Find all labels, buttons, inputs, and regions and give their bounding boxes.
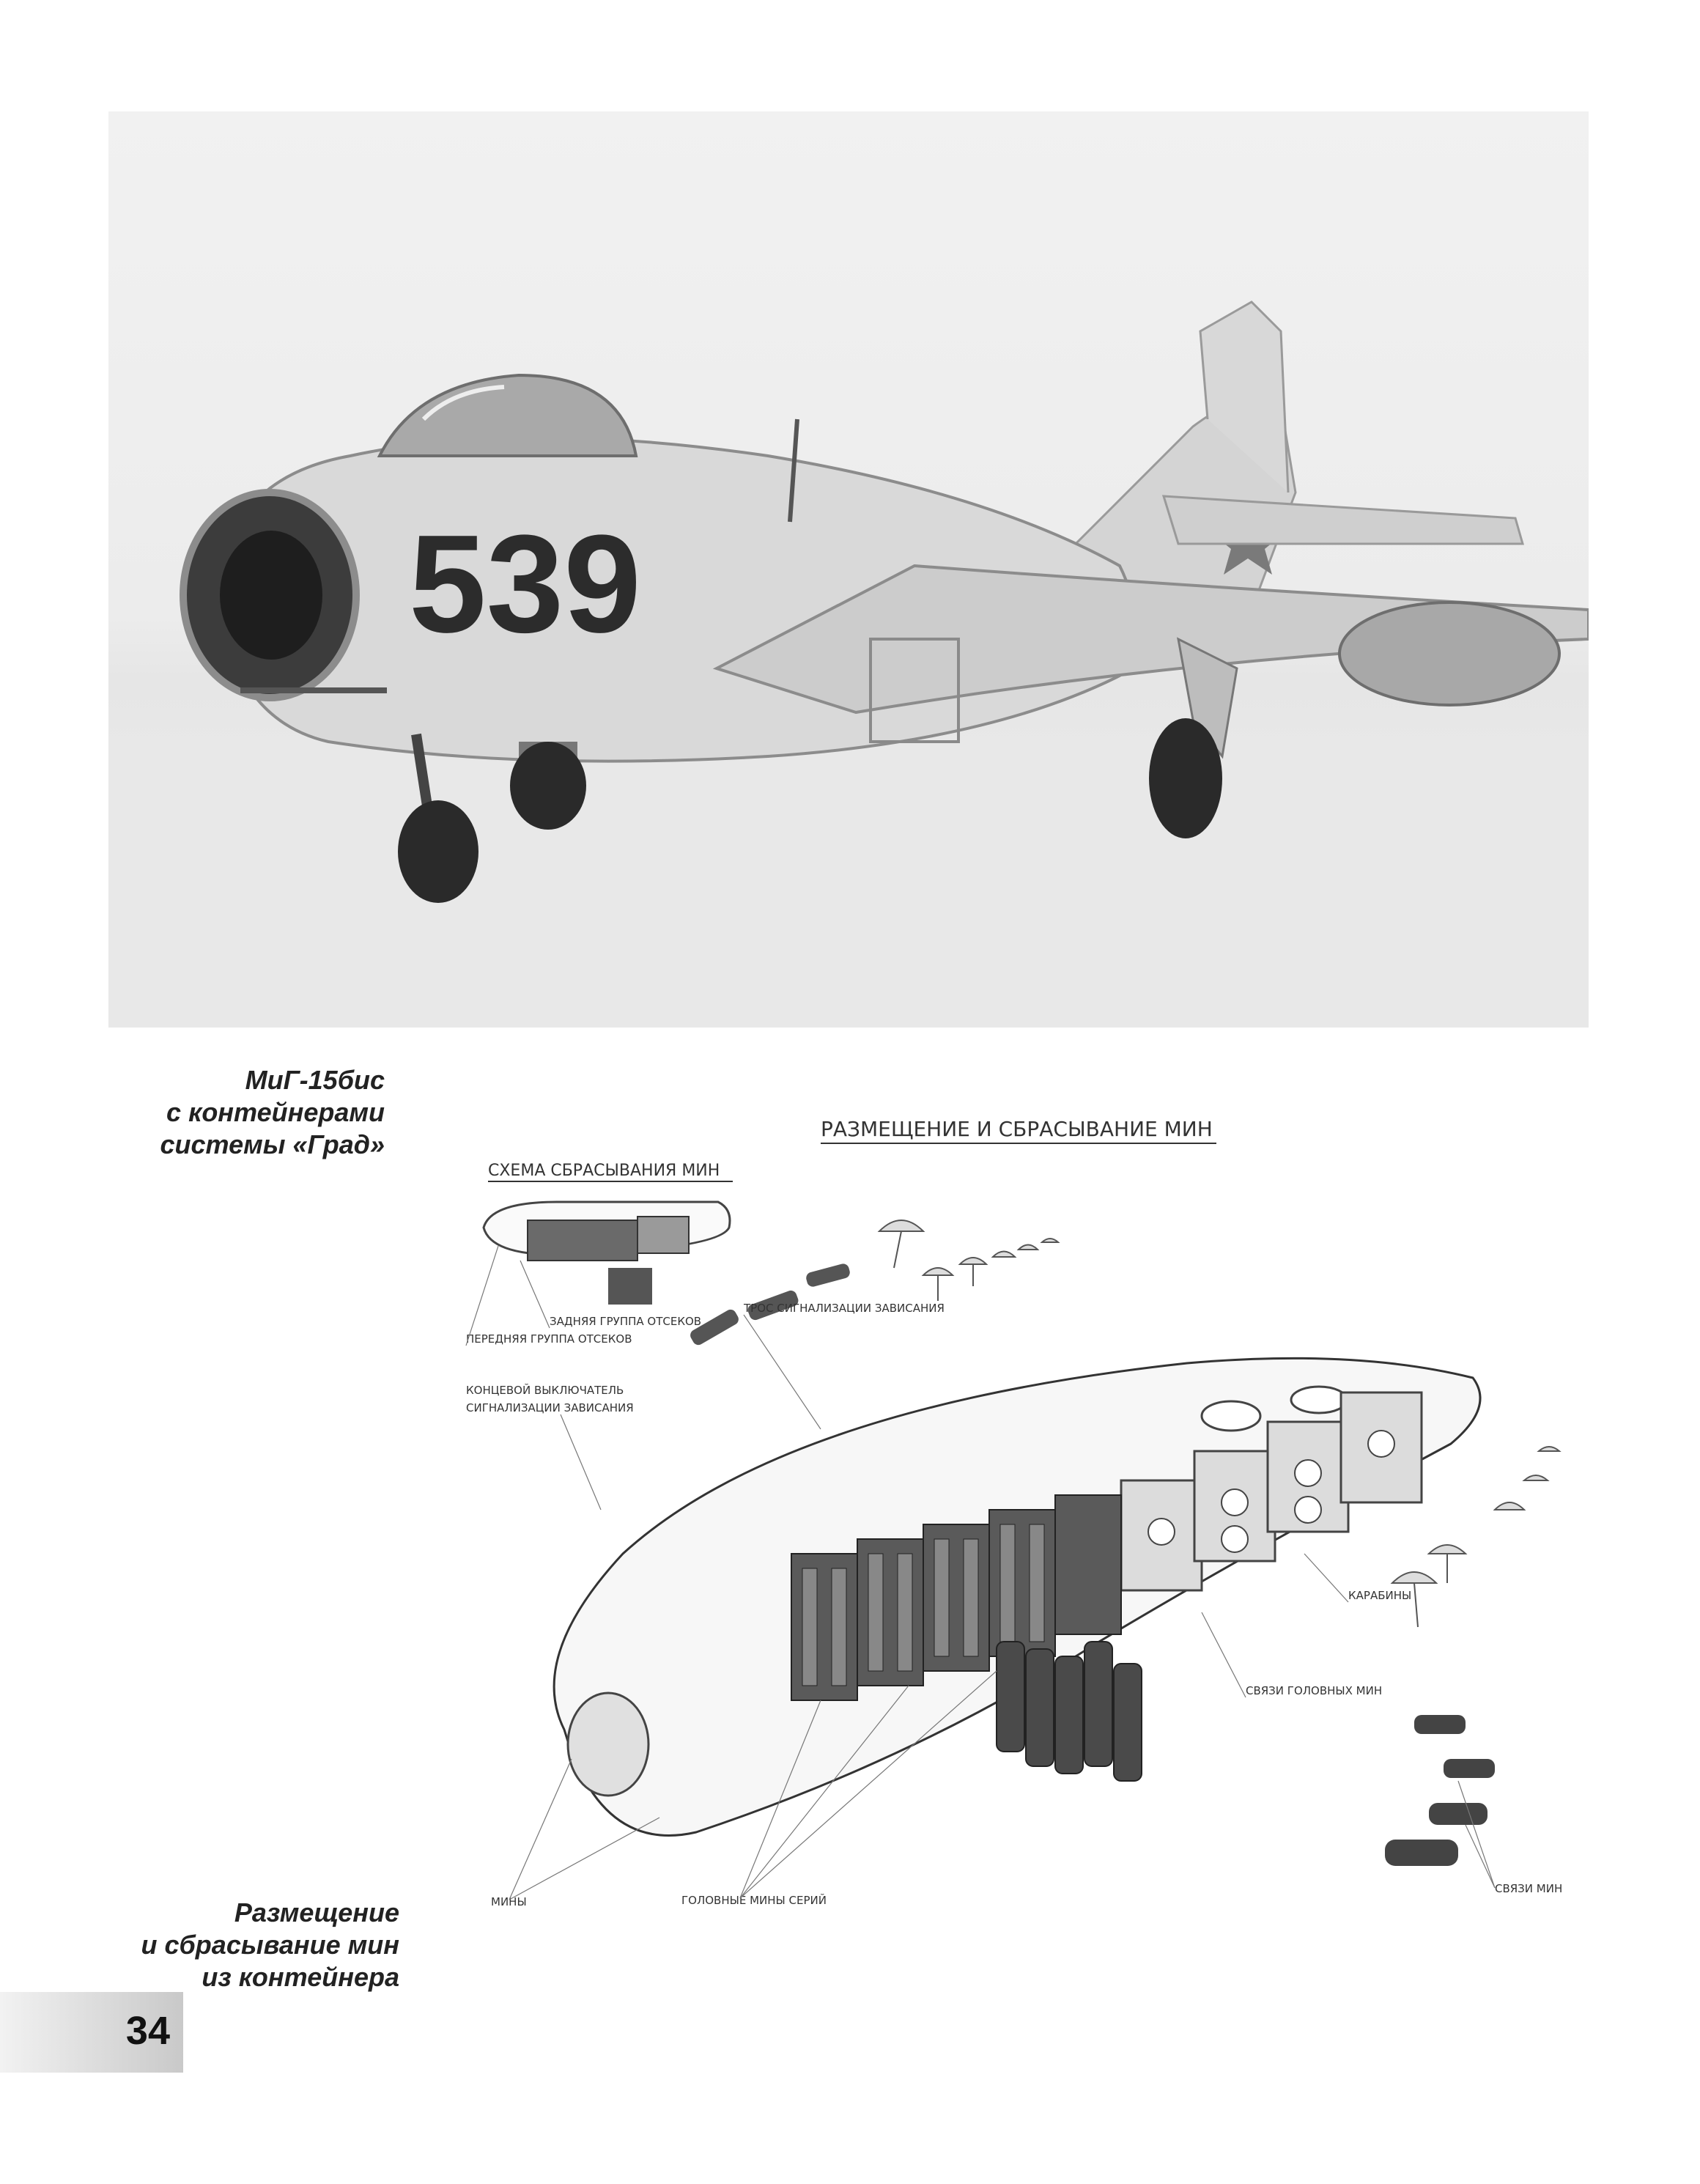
label-front-group: ПЕРЕДНЯЯ ГРУППА ОТСЕКОВ [466,1332,632,1346]
label-head-mines-series: ГОЛОВНЫЕ МИНЫ СЕРИЙ [681,1894,827,1907]
photo-caption [132,1064,385,1161]
diagram-caption-line: Размещение [234,1897,399,1927]
photo-caption-line: с контейнерами [166,1097,385,1127]
diagram-caption-line: из контейнера [202,1962,399,1992]
photo-caption-line: системы «Град» [160,1129,385,1159]
label-rear-group: ЗАДНЯЯ ГРУППА ОТСЕКОВ [550,1315,702,1328]
mine-container-diagram [440,1099,1597,1935]
label-limit-switch-1: КОНЦЕВОЙ ВЫКЛЮЧАТЕЛЬ [466,1384,624,1397]
diagram-caption-line: и сбрасывание мин [141,1930,399,1960]
label-mine-links: СВЯЗИ МИН [1495,1882,1563,1895]
page-number-tab [0,1992,183,2073]
photo-caption-line: МиГ-15бис [245,1065,385,1095]
page-number: 34 [125,2009,170,2053]
label-hang-cable: ТРОС СИГНАЛИЗАЦИИ ЗАВИСАНИЯ [744,1302,945,1315]
aircraft-number: 539 [409,506,642,662]
label-mines: МИНЫ [491,1895,527,1908]
label-limit-switch-2: СИГНАЛИЗАЦИИ ЗАВИСАНИЯ [466,1401,634,1414]
label-carabiners: КАРАБИНЫ [1348,1589,1412,1602]
label-head-mine-links: СВЯЗИ ГОЛОВНЫХ МИН [1246,1684,1383,1697]
diagram-title: РАЗМЕЩЕНИЕ И СБРАСЫВАНИЕ МИН [821,1117,1213,1141]
inset-title: СХЕМА СБРАСЫВАНИЯ МИН [488,1162,720,1180]
aircraft-photo [108,111,1589,1028]
diagram-caption [132,1897,399,1993]
